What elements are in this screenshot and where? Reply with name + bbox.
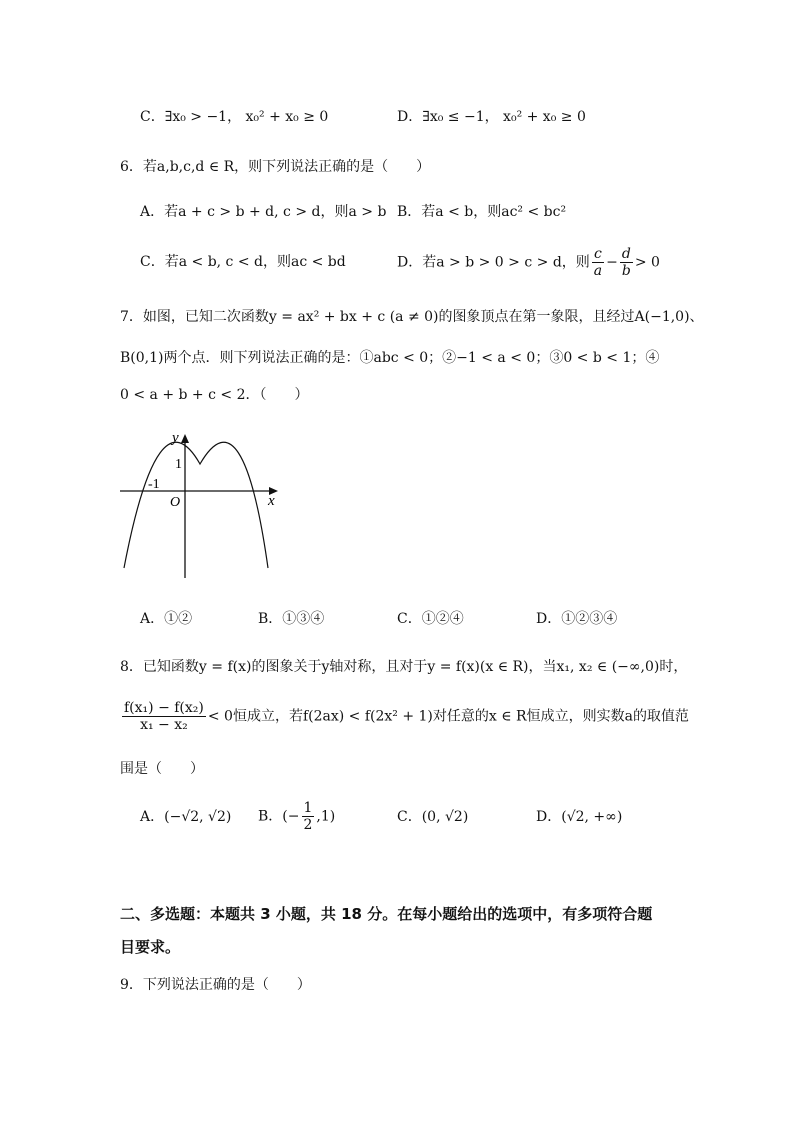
- fraction-denominator: 2: [303, 817, 313, 834]
- q6-option-d-text-before: 若a > b > 0 > c > d，则: [422, 254, 590, 271]
- x-axis-label: x: [268, 493, 275, 509]
- q8-option-b-label: B．: [258, 808, 283, 825]
- parabola-graph: [118, 428, 283, 583]
- minus-sign: −: [606, 254, 618, 271]
- fraction-numerator: d: [621, 246, 631, 262]
- q5-option-d: [397, 110, 586, 124]
- q8-option-c: [397, 810, 468, 824]
- q8-option-c-label: C．: [397, 809, 422, 825]
- q5-option-c-text: ∃x₀ > −1， x₀² + x₀ ≥ 0: [164, 109, 329, 125]
- q6-option-c-text: 若a < b, c < d，则ac < bd: [164, 254, 346, 270]
- q7-stem-line1: 7．如图，已知二次函数y = ax² + bx + c (a ≠ 0)的图象顶点在第一象限，且经过A(−1,0)、: [120, 309, 704, 325]
- q5-option-c-label: C．: [140, 109, 165, 125]
- q8-stem-line1: 8．已知函数y = f(x)的图象关于y轴对称，且对于y = f(x)(x ∈ R)，当x₁, x₂ ∈ (−∞,0)时，: [120, 659, 688, 675]
- q7-stem-line2: B(0,1)两个点．则下列说法正确的是：①abc < 0；②−1 < a < 0；③0 < b < 1；④: [120, 350, 660, 366]
- q6-stem: 6．若a,b,c,d ∈ R，则下列说法正确的是（ ）: [120, 159, 431, 175]
- q7-option-a-label: A．: [140, 611, 165, 627]
- origin-label: O: [170, 495, 181, 510]
- q8-option-a-text: (−√2, √2): [164, 809, 232, 825]
- q9-stem: 9．下列说法正确的是（ ）: [120, 977, 311, 993]
- q7-option-d-text: ①②③④: [561, 611, 618, 627]
- q6-option-c: [140, 255, 346, 269]
- q7-option-a-text: ①②: [164, 611, 193, 627]
- q6-option-a: [140, 205, 386, 219]
- q7-option-a: [140, 612, 192, 626]
- q8-option-c-text: (0, √2): [421, 809, 469, 825]
- fraction-numerator: 1: [303, 800, 313, 816]
- y-axis-label: y: [172, 430, 179, 446]
- section2-heading-line2: 目要求。: [120, 938, 181, 956]
- q6-option-a-label: A．: [140, 204, 165, 220]
- q8-stem-line3: 围是（ ）: [120, 761, 204, 777]
- q8-option-b: [258, 800, 335, 833]
- tick-label-neg-one: -1: [148, 477, 160, 492]
- q8-option-d-text: (√2, +∞): [561, 809, 623, 825]
- q7-option-b: [258, 612, 324, 626]
- fraction-denominator: x₁ − x₂: [140, 717, 188, 734]
- q8-option-b-text-before: (−: [282, 808, 300, 825]
- fraction-denominator: b: [621, 263, 631, 280]
- q6-option-d-text-after: > 0: [634, 254, 660, 271]
- q7-option-b-label: B．: [258, 611, 283, 627]
- tick-label-one: 1: [175, 457, 182, 472]
- q5-option-d-label: D．: [397, 109, 423, 125]
- fraction-numerator: c: [592, 246, 604, 263]
- q8-option-a-label: A．: [140, 809, 165, 825]
- q8-option-b-text-after: ,1): [316, 808, 336, 825]
- q6-option-b: [397, 205, 566, 219]
- q6-option-d-fraction-d-over-b: [620, 246, 633, 279]
- q6-option-b-text: 若a < b，则ac² < bc²: [421, 204, 567, 220]
- q8-option-a: [140, 810, 231, 824]
- q6-option-d-label: D．: [397, 254, 423, 271]
- q8-option-b-fraction: [302, 800, 315, 833]
- q7-option-c-label: C．: [397, 611, 422, 627]
- q6-option-b-label: B．: [397, 204, 422, 220]
- q5-option-c: [140, 110, 328, 124]
- section2-heading-line1: 二、多选题：本题共 3 小题，共 18 分。在每小题给出的选项中，有多项符合题: [120, 905, 653, 923]
- q7-option-d-label: D．: [536, 611, 562, 627]
- y-axis-arrow-icon: [181, 434, 189, 443]
- q8-option-d-label: D．: [536, 809, 562, 825]
- q6-option-c-label: C．: [140, 254, 165, 270]
- q8-option-d: [536, 810, 622, 824]
- parabola-curve: [124, 442, 268, 568]
- q7-option-b-text: ①③④: [282, 611, 325, 627]
- q5-option-d-text: ∃x₀ ≤ −1， x₀² + x₀ ≥ 0: [422, 109, 586, 125]
- q7-option-d: [536, 612, 617, 626]
- fraction-denominator: a: [593, 263, 603, 280]
- q8-difference-quotient-fraction: [122, 700, 206, 733]
- q8-stem-line2-rest: < 0恒成立，若f(2ax) < f(2x² + 1)对任意的x ∈ R恒成立，则实数a的取值范: [207, 708, 689, 725]
- q6-option-d-fraction-c-over-a: [592, 246, 604, 279]
- fraction-numerator: f(x₁) − f(x₂): [124, 700, 204, 716]
- q7-option-c-text: ①②④: [421, 611, 464, 627]
- q8-stem-line2: [120, 700, 689, 733]
- q6-option-d: [397, 246, 660, 279]
- q7-stem-line3: 0 < a + b + c < 2．（ ）: [120, 387, 309, 403]
- q7-option-c: [397, 612, 464, 626]
- q6-option-a-text: 若a + c > b + d, c > d，则a > b: [164, 204, 387, 220]
